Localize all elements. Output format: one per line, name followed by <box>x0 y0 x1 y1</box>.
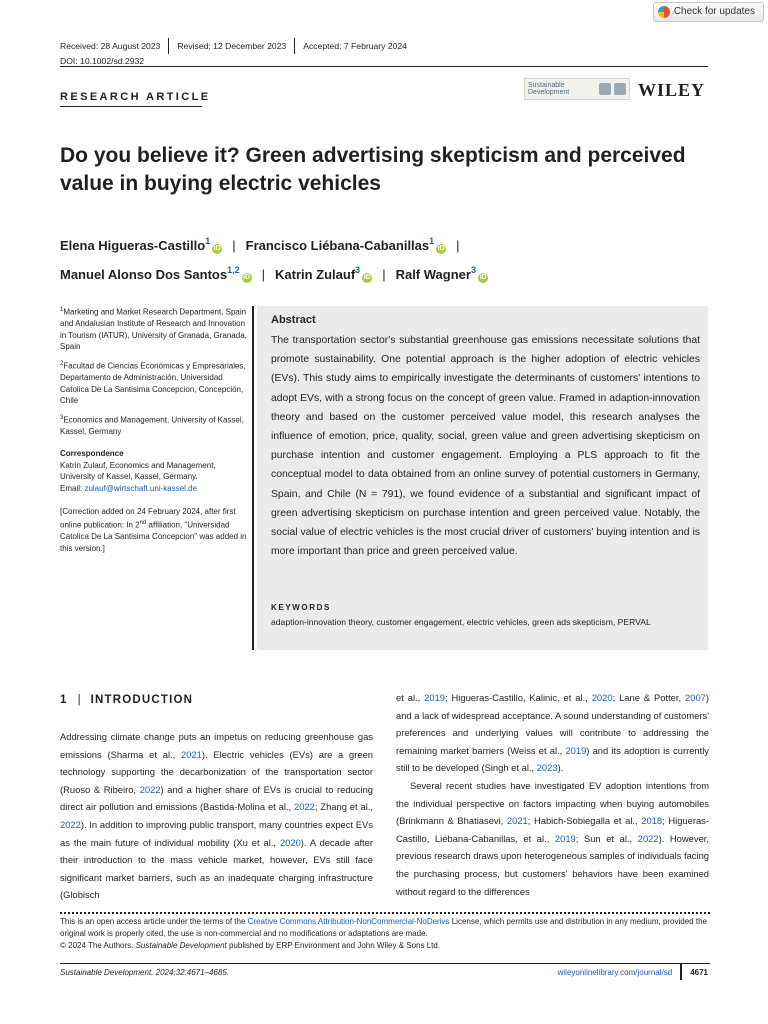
orcid-icon[interactable]: iD <box>243 274 251 281</box>
citation-link[interactable]: 2018 <box>641 815 663 827</box>
article-title: Do you believe it? Green advertising skepticism and perceived value in buying electric vehicles <box>60 144 686 195</box>
correction-sup: nd <box>139 519 147 526</box>
text-run: ; Lane & Potter, <box>612 692 686 703</box>
author-affiliation-ref: 1 <box>205 236 211 246</box>
text-run: ; Habich-Sobiegalla et al., <box>527 815 642 827</box>
author-affiliation-ref: 3 <box>355 265 361 275</box>
affiliation-number: 3 <box>60 415 64 422</box>
article-dates <box>60 38 407 54</box>
body-column-right <box>396 689 709 900</box>
journal-logo <box>524 78 630 100</box>
text-run: ) and a higher share of EVs is crucial to reducing direct air pollution and emissions (Bastida-Molina et al., <box>60 783 374 813</box>
author-list <box>60 229 740 287</box>
revised-date: Revised: 12 December 2023 <box>177 41 287 51</box>
author-separator: | <box>382 267 386 282</box>
orcid-icon[interactable]: iD <box>437 245 445 252</box>
affiliation-text: Facultad de Ciencias Económicas y Empresariales, Departamento de Administración, Universidad Catolica De La Santisima Concepcion, Concepción, Chile <box>60 361 246 406</box>
author-separator: | <box>232 238 236 253</box>
text-run: ; Higueras-Castillo, Liébana-Cabanillas, et al., <box>396 815 709 844</box>
author-affiliation-ref: 3 <box>470 265 476 275</box>
journal-logo-text: Sustainable Development <box>528 81 570 96</box>
citation-link[interactable]: 2022 <box>294 801 315 813</box>
author-affiliation-ref: 1,2 <box>227 265 240 275</box>
correspondence <box>60 460 250 495</box>
license-text: License, which permits use and distribution in any medium, provided the original work is properly cited, the use is non-commercial and no modifications or adaptations are made. <box>60 917 707 938</box>
citation-link[interactable]: 2019 <box>554 832 576 844</box>
article-type: RESEARCH ARTICLE <box>60 91 211 103</box>
body-column-left <box>60 728 373 904</box>
correspondence-heading: Correspondence <box>60 448 124 458</box>
copyright-text: published by ERP Environment and John Wiley & Sons Ltd. <box>226 941 441 950</box>
section-title: INTRODUCTION <box>90 694 194 706</box>
citation-link[interactable]: 2023 <box>536 762 558 774</box>
footer-right <box>558 964 708 980</box>
citation-link[interactable]: 2019 <box>565 744 587 756</box>
affiliation <box>60 413 250 438</box>
affiliations-column <box>60 305 250 560</box>
divider <box>294 38 295 54</box>
citation-link[interactable]: 2020 <box>591 692 613 703</box>
text-run: Several recent studies have investigated EV adoption intentions from the individual perspective on factors impacting when buying automobiles (Brinkmann & Bhatiasevi, <box>396 779 709 827</box>
orcid-icon[interactable]: iD <box>213 245 221 252</box>
keywords-heading: KEYWORDS <box>271 603 331 612</box>
citation: Sustainable Development. 2024;32:4671–4685. <box>60 968 230 977</box>
abstract-heading: Abstract <box>271 314 316 326</box>
email-link[interactable]: zulauf@wirtschaft.uni-kassel.de <box>84 483 198 493</box>
email-label: Email: <box>60 483 85 493</box>
affiliation <box>60 359 250 407</box>
page-number: 4671 <box>690 967 708 977</box>
divider <box>680 964 682 980</box>
text-run: ; Higueras-Castillo, Kalinic, et al., <box>445 692 592 703</box>
divider <box>168 38 169 54</box>
received-date: Received: 28 August 2023 <box>60 41 161 51</box>
text-run: Addressing climate change puts an impetus on reducing greenhouse gas emissions (Sharma et al., <box>60 731 373 760</box>
text-run: ). However, previous research draws upon heterogeneous samples of individuals facing the purchasing process, but customers' behaviors have been examined without regard to the differences <box>396 832 709 897</box>
author-separator: | <box>261 267 265 282</box>
license-line <box>60 916 710 940</box>
doi: DOI: 10.1002/sd.2932 <box>60 56 145 66</box>
crossmark-icon <box>658 6 670 18</box>
check-for-updates-button[interactable] <box>653 2 764 22</box>
author-name[interactable]: Elena Higueras-Castillo <box>60 238 206 253</box>
license-link[interactable]: Creative Commons Attribution-NonCommercial-NoDerivs <box>247 917 450 926</box>
affiliation <box>60 305 250 353</box>
author-separator: | <box>456 238 460 253</box>
text-run: ; Sun et al., <box>575 832 638 844</box>
text-run: ). Electric vehicles (EVs) are a green technology supporting the decarbonization of the transportation sector (Ruoso & Ribeiro, <box>60 748 374 795</box>
text-run: et al., <box>396 692 425 703</box>
section-separator: | <box>77 694 81 706</box>
author-name[interactable]: Katrin Zulauf <box>275 267 356 282</box>
author-name[interactable]: Francisco Liébana-Cabanillas <box>245 238 430 253</box>
text-run: ). <box>557 762 564 774</box>
header-rule <box>60 66 708 67</box>
orcid-icon[interactable]: iD <box>479 274 487 281</box>
text-run: ; Zhang et al., <box>314 801 373 813</box>
text-run: ). In addition to improving public transport, many countries expect EVs as the main future of individual mobility (Xu et al., <box>60 818 373 848</box>
author-name[interactable]: Manuel Alonso Dos Santos <box>60 267 228 282</box>
publisher-logo: WILEY <box>638 80 706 100</box>
citation-link[interactable]: 2022 <box>139 783 161 795</box>
journal-emblem-icon <box>599 83 611 95</box>
text-run: ) and its adoption is currently still to be developed (Singh et al., <box>396 744 709 774</box>
accepted-date: Accepted: 7 February 2024 <box>303 41 407 51</box>
citation-link[interactable]: 2022 <box>60 818 81 830</box>
affiliation-text: Marketing and Market Research Department, Spain and Andalusian Institute of Research and Innovation in Tourism (IATUR), University of Granada, Granada, Spain <box>60 307 247 352</box>
correction-text: [Correction added on 24 February 2024, after first online publication: In 2 <box>60 507 236 530</box>
author-name[interactable]: Ralf Wagner <box>395 267 471 282</box>
citation-link[interactable]: 2007 <box>685 692 706 703</box>
journal-name: Sustainable Development <box>135 941 227 950</box>
correction-note <box>60 506 250 554</box>
text-run: ) and a lack of widespread acceptance. A sound understanding of customers' preferences and underlying values will contribute to addressing the remaining market barriers (Weiss et al., <box>396 692 709 756</box>
section-heading <box>60 694 193 706</box>
correction-text: affiliation, "Universidad Catolica De La Santisima Concepcion" was added in this version.] <box>60 520 247 553</box>
author-affiliation-ref: 1 <box>429 236 435 246</box>
check-for-updates-label: Check for updates <box>673 6 755 17</box>
paragraph <box>396 689 709 777</box>
license-notice <box>60 916 710 952</box>
copyright-text: © 2024 The Authors. <box>60 941 136 950</box>
citation-link[interactable]: 2022 <box>637 832 659 844</box>
affiliation-text: Economics and Management, University of Kassel, Kassel, Germany <box>60 415 244 437</box>
affiliation-number: 1 <box>60 307 64 313</box>
journal-emblem-icon <box>614 83 626 95</box>
abstract-rule <box>252 306 254 650</box>
citation-link[interactable]: 2020 <box>279 836 301 848</box>
keywords-text: adaption-innovation theory, customer engagement, electric vehicles, green ads skepticism, PERVAL <box>271 617 651 627</box>
article-type-rule <box>60 106 202 107</box>
orcid-icon[interactable]: iD <box>363 274 371 281</box>
abstract-text: The transportation sector's substantial greenhouse gas emissions necessitate solutions that promote sustainability. One potential approach is the higher adoption of electric vehicles (EVs). This study aims to empirically investigate the determinants of customers' intentions to adopt EVs, with a strong focus on the concept of green value. Framed in adaption-innovation theory and based on the customer perceived value model, this research analyses the influence of emotion, price, quality, social, green value and green advertising skepticism on purchase intention and customer engagement. Employing a PLS approach to fit the conceptual model to data obtained from an online survey of potential customers in Germany, Spain, and Chile (N = 791), we found evidence of a substantial and significant impact of green advertising skepticism on purchase intention and green perceived value. Notably, the social value of electric vehicles is the most crucial driver of customers' buying intention and is more important than price and green perceived value. <box>271 335 700 558</box>
license-rule <box>60 912 710 914</box>
correspondence-text: Katrin Zulauf, Economics and Management, University of Kassel, Kassel, Germany. <box>60 460 216 482</box>
paragraph <box>396 777 709 900</box>
paragraph <box>60 728 373 904</box>
citation-link[interactable]: 2019 <box>424 692 446 703</box>
text-run: ). A decade after their introduction to the mass vehicle market, however, EVs still face significant market barriers, such as an inadequate charging infrastructure (Globisch <box>60 836 373 901</box>
journal-url-link[interactable]: wileyonlinelibrary.com/journal/sd <box>557 967 673 977</box>
citation-link[interactable]: 2021 <box>181 748 202 760</box>
license-text: This is an open access article under the terms of the <box>60 917 248 926</box>
affiliation-number: 2 <box>60 361 64 368</box>
copyright-line <box>60 940 710 952</box>
section-number: 1 <box>60 694 68 706</box>
citation-link[interactable]: 2021 <box>506 815 528 827</box>
